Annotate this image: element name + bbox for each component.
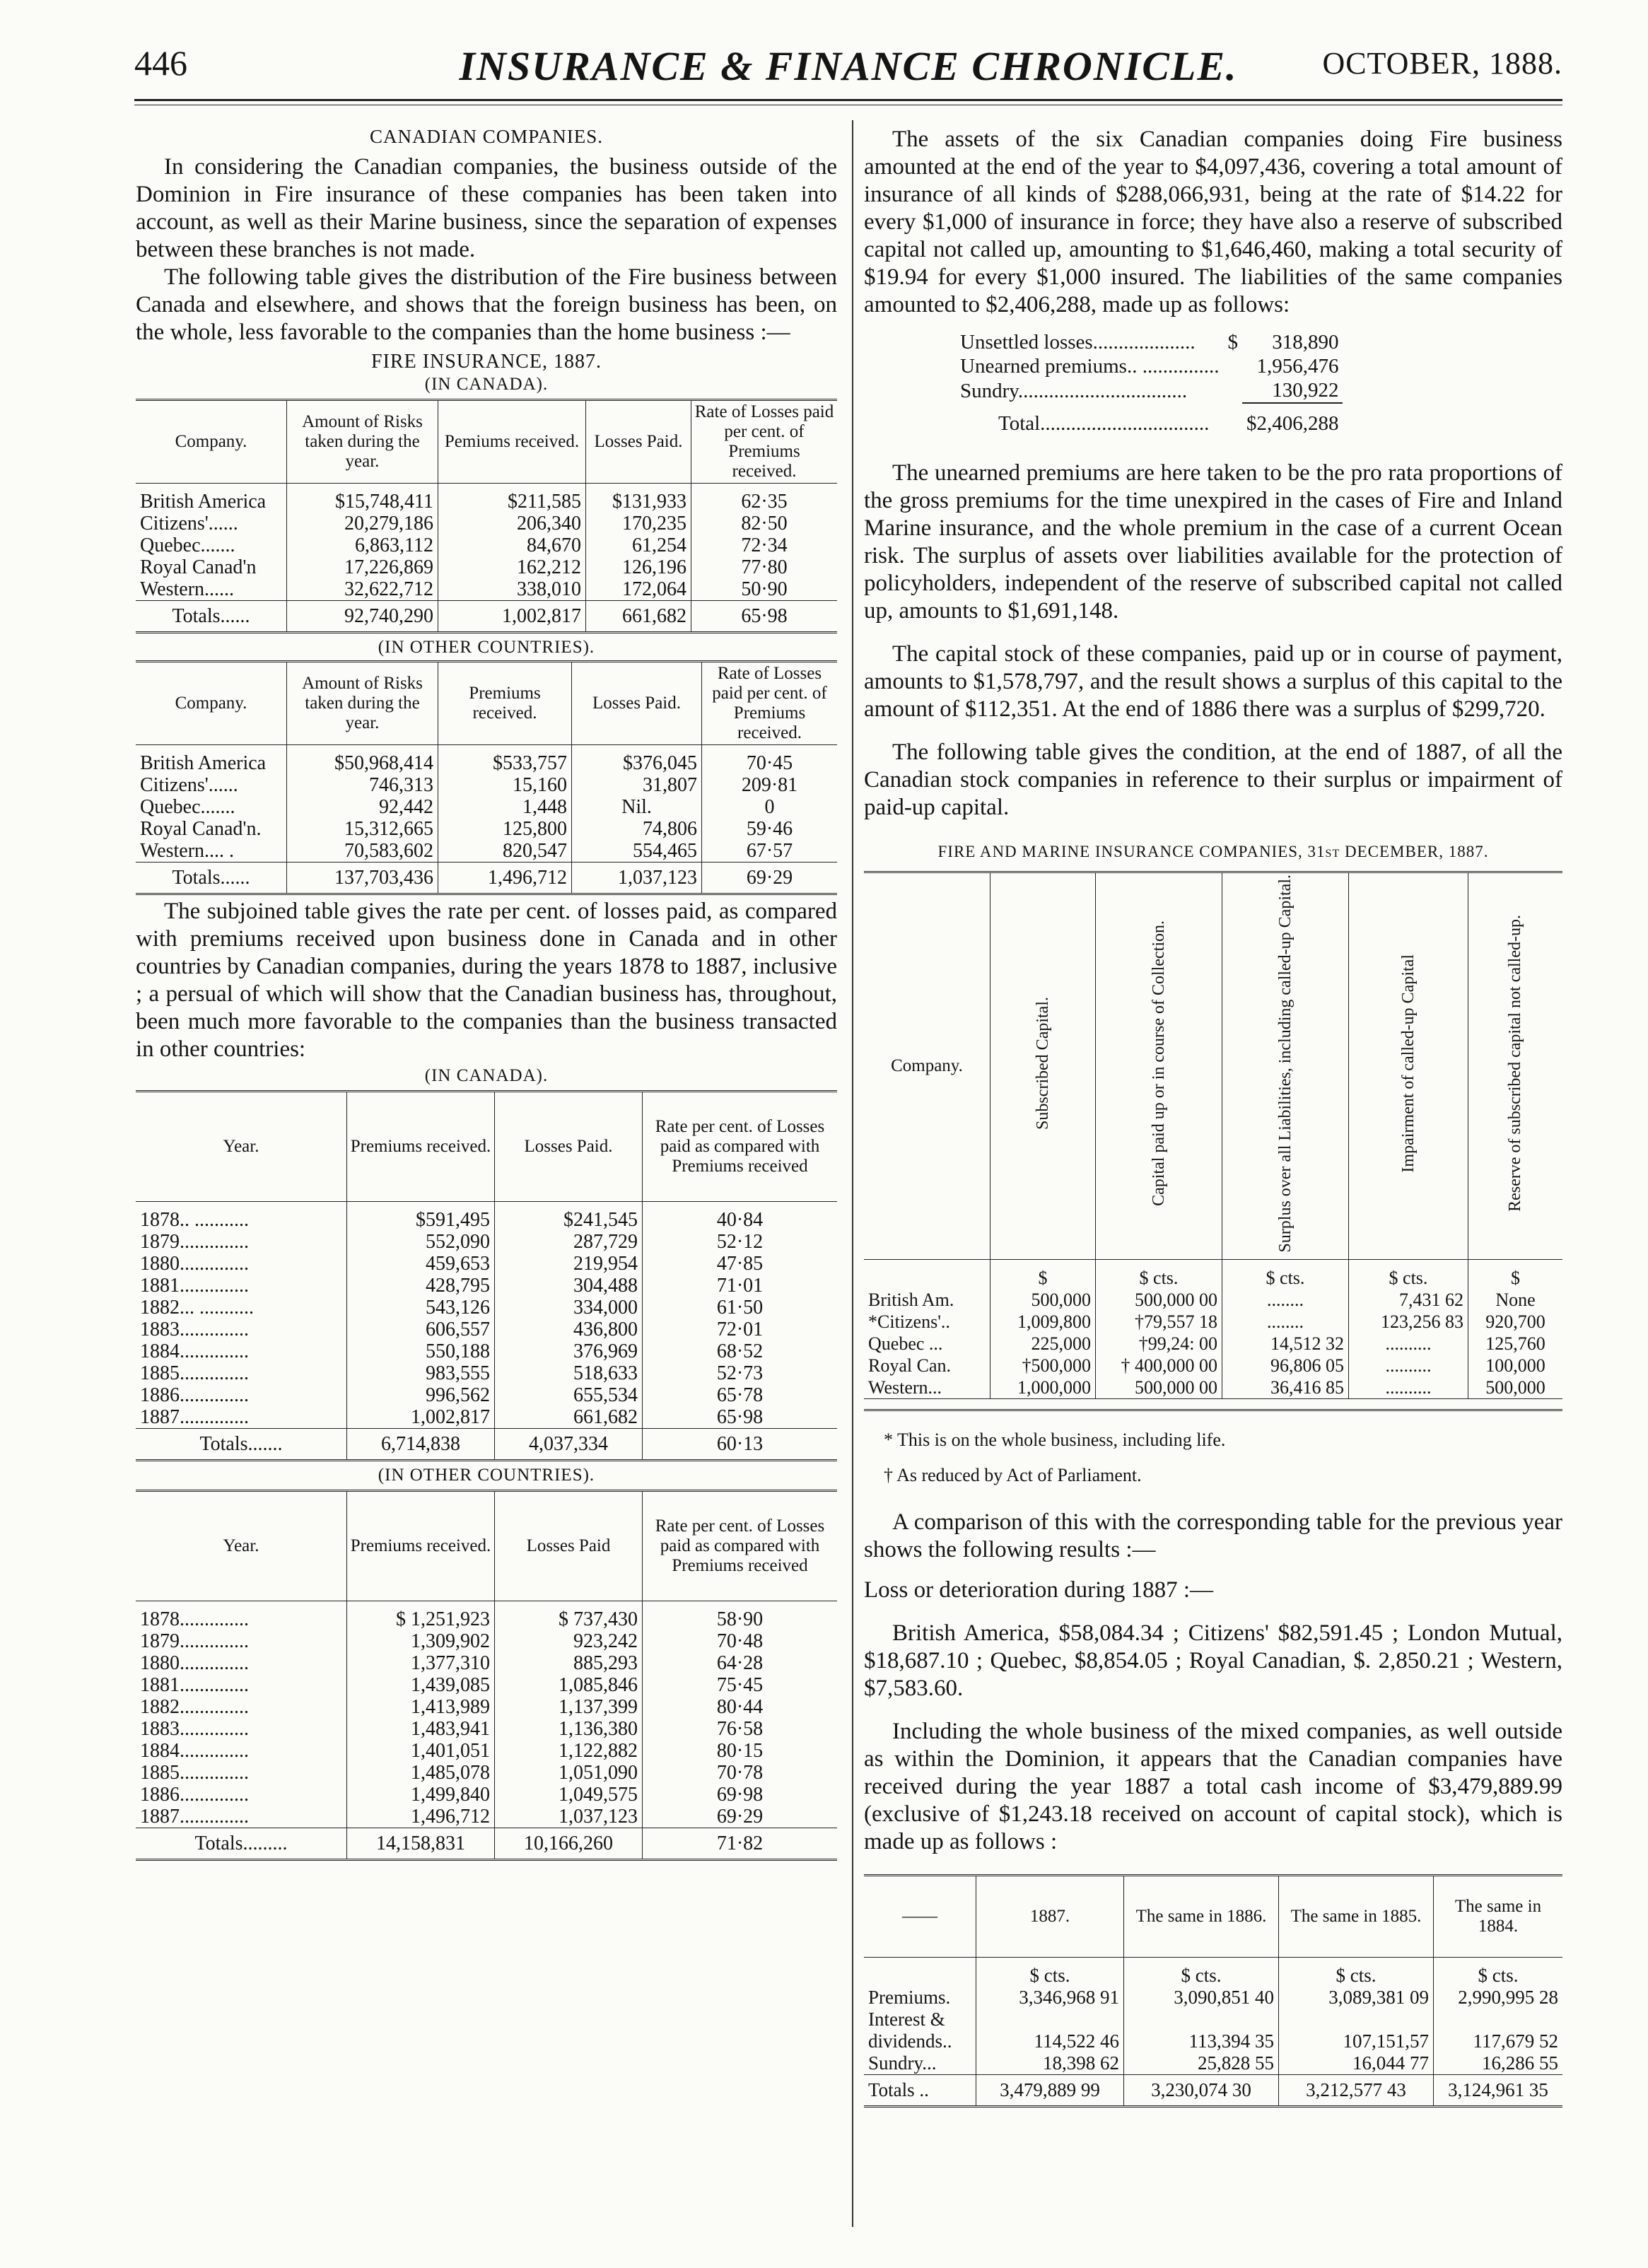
table-row: Quebec....... 6,863,112 84,670 61,254 72·34	[136, 534, 837, 556]
table-row: Sundry... 18,398 62 25,828 55 16,044 77 16,286 55	[864, 2052, 1562, 2075]
fire-canada-table: Company. Amount of Risks taken during the year. Pemiums received. Losses Paid. Rate of Losses paid per cent. of Premiums received. British America $15,748,411 $211,585 $131,933 62·35 Citizens'...... 20,279,186 206,340 170,235 82·50 Quebec....... 6,863,112 84,670 61,254 72·34 Royal Canad'n 17,226,869 162,212 126,196 77·80 Western...... 32,622,712 338,010 172,064 50·90 Totals...... 92,740,290 1,002,817 661,682 65·98	[136, 399, 837, 633]
totals-row: Totals....... 6,714,838 4,037,334 60·13	[136, 1429, 837, 1461]
table-row: Royal Can. †500,000 † 400,000 00 96,806 05 .......... 100,000	[864, 1355, 1562, 1376]
loss-heading: Loss or deterioration during 1887 :—	[864, 1577, 1214, 1603]
fire-other-table: Company. Amount of Risks taken during the year. Premiums received. Losses Paid. Rate of Losses paid per cent. of Premiums received. British America $50,968,414 $533,757 $376,045 70·45 Citizens'...... 746,313 15,160 31,807 209·81 Quebec....... 92,442 1,448 Nil. 0 Royal Canad'n. 15,312,665 125,800 74,806 59·46 Western.... . 70,583,602 820,547 554,465 67·57 Totals...... 137,703,436 1,496,712 1,037,123 69·29	[136, 660, 837, 895]
table-row: British Am. 500,000 500,000 00 ........ 7,431 62 None	[864, 1289, 1562, 1311]
table-row: 1881.............. 1,439,085 1,085,846 75·45	[136, 1674, 837, 1696]
table-row: Unearned premiums.. ............... 1,956,476	[960, 355, 1339, 378]
header-rule	[134, 99, 1562, 105]
table-row: Premiums. 3,346,968 91 3,090,851 40 3,089,381 09 2,990,995 28	[864, 1987, 1562, 2009]
table-row: Royal Canad'n 17,226,869 162,212 126,196 77·80	[136, 556, 837, 578]
table-row: Quebec ... 225,000 †99,24: 00 14,512 32 .......... 125,760	[864, 1333, 1562, 1355]
section-heading: CANADIAN COMPANIES.	[369, 126, 604, 147]
table-row: British America $50,968,414 $533,757 $376,045 70·45	[136, 745, 837, 775]
issue-date: OCTOBER, 1888.	[1322, 46, 1562, 81]
in-canada-caption: (IN CANADA).	[424, 375, 549, 394]
table-row: 1879.............. 552,090 287,729 52·12	[136, 1231, 837, 1253]
condition-paragraph: The following table gives the condition, at the end of 1887, of all the Canadian stock companies in reference to their surplus or impairment of paid-up capital.	[864, 740, 1562, 820]
table-row: Unsettled losses.................... $ 318,890	[960, 331, 1339, 353]
page-header	[134, 42, 1562, 99]
unearned-premiums-paragraph: The unearned premiums are here taken to be the pro rata proportions of the gross premiums for the time unexpired in the cases of Fire and Inland Marine insurance, and the whole premium in the case of a current Ocean risk. The surplus of assets over liabilities available for the protection of policyholders, independent of the reserve of subscribed capital not called up, amounts to $1,691,148.	[864, 460, 1562, 624]
table-row: 1885.............. 1,485,078 1,051,090 70·78	[136, 1762, 837, 1784]
liabilities-table	[956, 330, 1343, 436]
table-row: *Citizens'.. 1,009,800 †79,557 18 ........ 123,256 83 920,700	[864, 1311, 1562, 1333]
units-row: $ $ cts. $ cts. $ cts. $	[864, 1259, 1562, 1289]
totals-row: Totals...... 137,703,436 1,496,712 1,037,123 69·29	[136, 863, 837, 894]
loss-list: British America, $58,084.34 ; Citizens' $82,591.45 ; London Mutual, $18,687.10 ; Quebec, $8,854.05 ; Royal Canadian, $. 2,850.21 ; Western, $7,583.60.	[864, 1620, 1562, 1701]
table-row: Interest &	[864, 2009, 1562, 2030]
in-other-countries-caption: (IN OTHER COUNTRIES).	[378, 638, 595, 657]
capital-stock-paragraph: The capital stock of these companies, paid up or in course of payment, amounts to $1,578,797, and the result shows a surplus of this capital to the amount of $112,351. At the end of 1886 there was a surplus of $299,720.	[864, 641, 1562, 722]
table-row: 1887.............. 1,496,712 1,037,123 69·29	[136, 1806, 837, 1828]
table-row: 1883.............. 1,483,941 1,136,380 76·58	[136, 1718, 837, 1740]
table-row: 1887.............. 1,002,817 661,682 65·98	[136, 1406, 837, 1429]
right-column	[864, 126, 1562, 2108]
table-row: Western... 1,000,000 500,000 00 36,416 85 .......... 500,000	[864, 1376, 1562, 1399]
rate-paragraph: The subjoined table gives the rate per cent. of losses paid, as compared with premiums received upon business done in Canada and in other countries by Canadian companies, during the years 1878 to 1887, inclusive ; a persual of which will show that the Canadian business has, throughout, been much more favorable to the companies than the business transacted in other countries:	[136, 899, 837, 1062]
years-canada-table: Year. Premiums received. Losses Paid. Rate per cent. of Losses paid as compared with Premiums received 1878.. ........... $591,495 $241,545 40·84 1879.............. 552,090 287,729 52·12 1880.............. 459,653 219,954 47·85 1881.............. 428,795 304,488 71·01 1882... ........... 543,126 334,000 61·50 1883.............. 606,557 436,800 72·01 1884.............. 550,188 376,969 68·52 1885.............. 983,555 518,633 52·73 1886.............. 996,562 655,534 65·78 1887.............. 1,002,817 661,682 65·98 Totals....... 6,714,838 4,037,334 60·13	[136, 1090, 837, 1461]
table-row: 1885.............. 983,555 518,633 52·73	[136, 1362, 837, 1384]
years-other-table: Year. Premiums received. Losses Paid Rate per cent. of Losses paid as compared with Premiums received 1878.............. $ 1,251,923 $ 737,430 58·90 1879.............. 1,309,902 923,242 70·48 1880.............. 1,377,310 885,293 64·28 1881.............. 1,439,085 1,085,846 75·45 1882.............. 1,413,989 1,137,399 80·44 1883.............. 1,483,941 1,136,380 76·58 1884.............. 1,401,051 1,122,882 80·15 1885.............. 1,485,078 1,051,090 70·78 1886.............. 1,499,840 1,049,575 69·98 1887.............. 1,496,712 1,037,123 69·29 Totals......... 14,158,831 10,166,260 71·82	[136, 1490, 837, 1861]
table-row: 1883.............. 606,557 436,800 72·01	[136, 1319, 837, 1340]
table-row: 1878.. ........... $591,495 $241,545 40·84	[136, 1202, 837, 1232]
table-row: British America $15,748,411 $211,585 $131,933 62·35	[136, 484, 837, 513]
totals-row: Totals...... 92,740,290 1,002,817 661,682 65·98	[136, 601, 837, 633]
table-row: 1879.............. 1,309,902 923,242 70·48	[136, 1630, 837, 1652]
table-row: 1880.............. 459,653 219,954 47·85	[136, 1253, 837, 1275]
table-row: Citizens'...... 20,279,186 206,340 170,235 82·50	[136, 513, 837, 534]
table-row: Western.... . 70,583,602 820,547 554,465 67·57	[136, 840, 837, 863]
table-row: Citizens'...... 746,313 15,160 31,807 209·81	[136, 774, 837, 796]
table-row: 1886.............. 996,562 655,534 65·78	[136, 1384, 837, 1406]
assets-paragraph: The assets of the six Canadian companies doing Fire business amounted at the end of the year to $4,097,436, covering a total amount of insurance of all kinds of $288,066,931, being at the rate of $14.22 for every $1,000 of insurance in force; they have also a reserve of subscribed capital not called up, amounting to $1,646,460, making a total security of $19.94 for every $1,000 insured. The liabilities of the same companies amounted to $2,406,288, made up as follows:	[864, 127, 1562, 317]
table-row: Sundry................................. 130,922	[960, 379, 1339, 402]
table-row: 1884.............. 550,188 376,969 68·52	[136, 1340, 837, 1362]
years-canada-caption: (IN CANADA).	[424, 1066, 549, 1085]
years-other-caption: (IN OTHER COUNTRIES).	[378, 1466, 595, 1485]
table-row: 1884.............. 1,401,051 1,122,882 80·15	[136, 1740, 837, 1762]
left-column	[136, 126, 837, 1861]
intro-paragraph: In considering the Canadian companies, the business outside of the Dominion in Fire insurance of these companies has been taken into account, as well as their Marine business, since the separation of expenses between these branches is not made.	[136, 154, 837, 262]
table-row: 1880.............. 1,377,310 885,293 64·28	[136, 1652, 837, 1674]
table-row: 1882... ........... 543,126 334,000 61·50	[136, 1297, 837, 1319]
column-divider	[852, 120, 853, 2227]
table-row: 1881.............. 428,795 304,488 71·01	[136, 1275, 837, 1297]
income-paragraph: Including the whole business of the mixed companies, as well outside as within the Dominion, it appears that the Canadian companies have received during the year 1887 a total cash income of $3,479,889.99 (exclusive of $1,243.18 received on account of capital stock), which is made up as follows :	[864, 1718, 1562, 1854]
comparison-paragraph: A comparison of this with the corresponding table for the previous year shows the following results :—	[864, 1509, 1562, 1562]
income-table: —— 1887. The same in 1886. The same in 1885. The same in 1884. $ cts. $ cts. $ cts. $ cts. Premiums. 3,346,968 91 3,090,851 40 3,089,381 09 2,990,995 28 Interest & dividends.. 114,522 46 113,394 35 107,151,57 117,679 52 Sundry... 18,398 62 25,828 55 16,044 77 16,286 55 Totals .. 3,479,889 99 3,230,074 30 3,212,577 43 3,124,961 35	[864, 1874, 1562, 2108]
distribution-paragraph: The following table gives the distribution of the Fire business between Canada and elsewhere, and shows that the foreign business has been, on the whole, less favorable to the companies than the home business :—	[136, 264, 837, 345]
footnote-parliament: † As reduced by Act of Parliament.	[884, 1464, 1142, 1485]
table-row: Quebec....... 92,442 1,448 Nil. 0	[136, 796, 837, 818]
units-row: $ cts. $ cts. $ cts. $ cts.	[864, 1957, 1562, 1987]
table-row: 1878.............. $ 1,251,923 $ 737,430 58·90	[136, 1601, 837, 1631]
table-row: dividends.. 114,522 46 113,394 35 107,151,57 117,679 52	[864, 2030, 1562, 2052]
totals-row: Totals .. 3,479,889 99 3,230,074 30 3,212,577 43 3,124,961 35	[864, 2074, 1562, 2106]
capital-table: Company. Subscribed Capital. Capital paid up or in course of Collection. Surplus over all Liabilities, including called-up Capital. Impairment of called-up Capital Reserve of subscribed capital not called-up. $ $ cts. $ cts. $ cts. $ British Am. 500,000 500,000 00 ........ 7,431 62 None *Citizens'.. 1,009,800 †79,557 18 ........ 123,256 83 920,700 Quebec ... 225,000 †99,24: 00 14,512 32 .......... 125,760 Royal Can. †500,000 † 400,000 00 96,806 05 .......... 100,000 Western... 1,000,000 500,000 00 36,416 85 .......... 500,000	[864, 871, 1562, 1411]
footnote-life: * This is on the whole business, including life.	[884, 1429, 1226, 1450]
publication-title: INSURANCE & FINANCE CHRONICLE.	[459, 43, 1238, 89]
table-row: 1882.............. 1,413,989 1,137,399 80·44	[136, 1696, 837, 1718]
fire-insurance-title: FIRE INSURANCE, 1887.	[371, 351, 602, 373]
table-row: 1886.............. 1,499,840 1,049,575 69·98	[136, 1784, 837, 1806]
totals-row: Total................................. $2,406,288	[956, 403, 1343, 436]
totals-row: Totals......... 14,158,831 10,166,260 71·82	[136, 1828, 837, 1860]
table-row: Western...... 32,622,712 338,010 172,064 50·90	[136, 578, 837, 601]
capital-table-title: FIRE AND MARINE INSURANCE COMPANIES, 31st DECEMBER, 1887.	[937, 843, 1489, 860]
page-number: 446	[134, 43, 187, 83]
table-row: Royal Canad'n. 15,312,665 125,800 74,806 59·46	[136, 818, 837, 840]
